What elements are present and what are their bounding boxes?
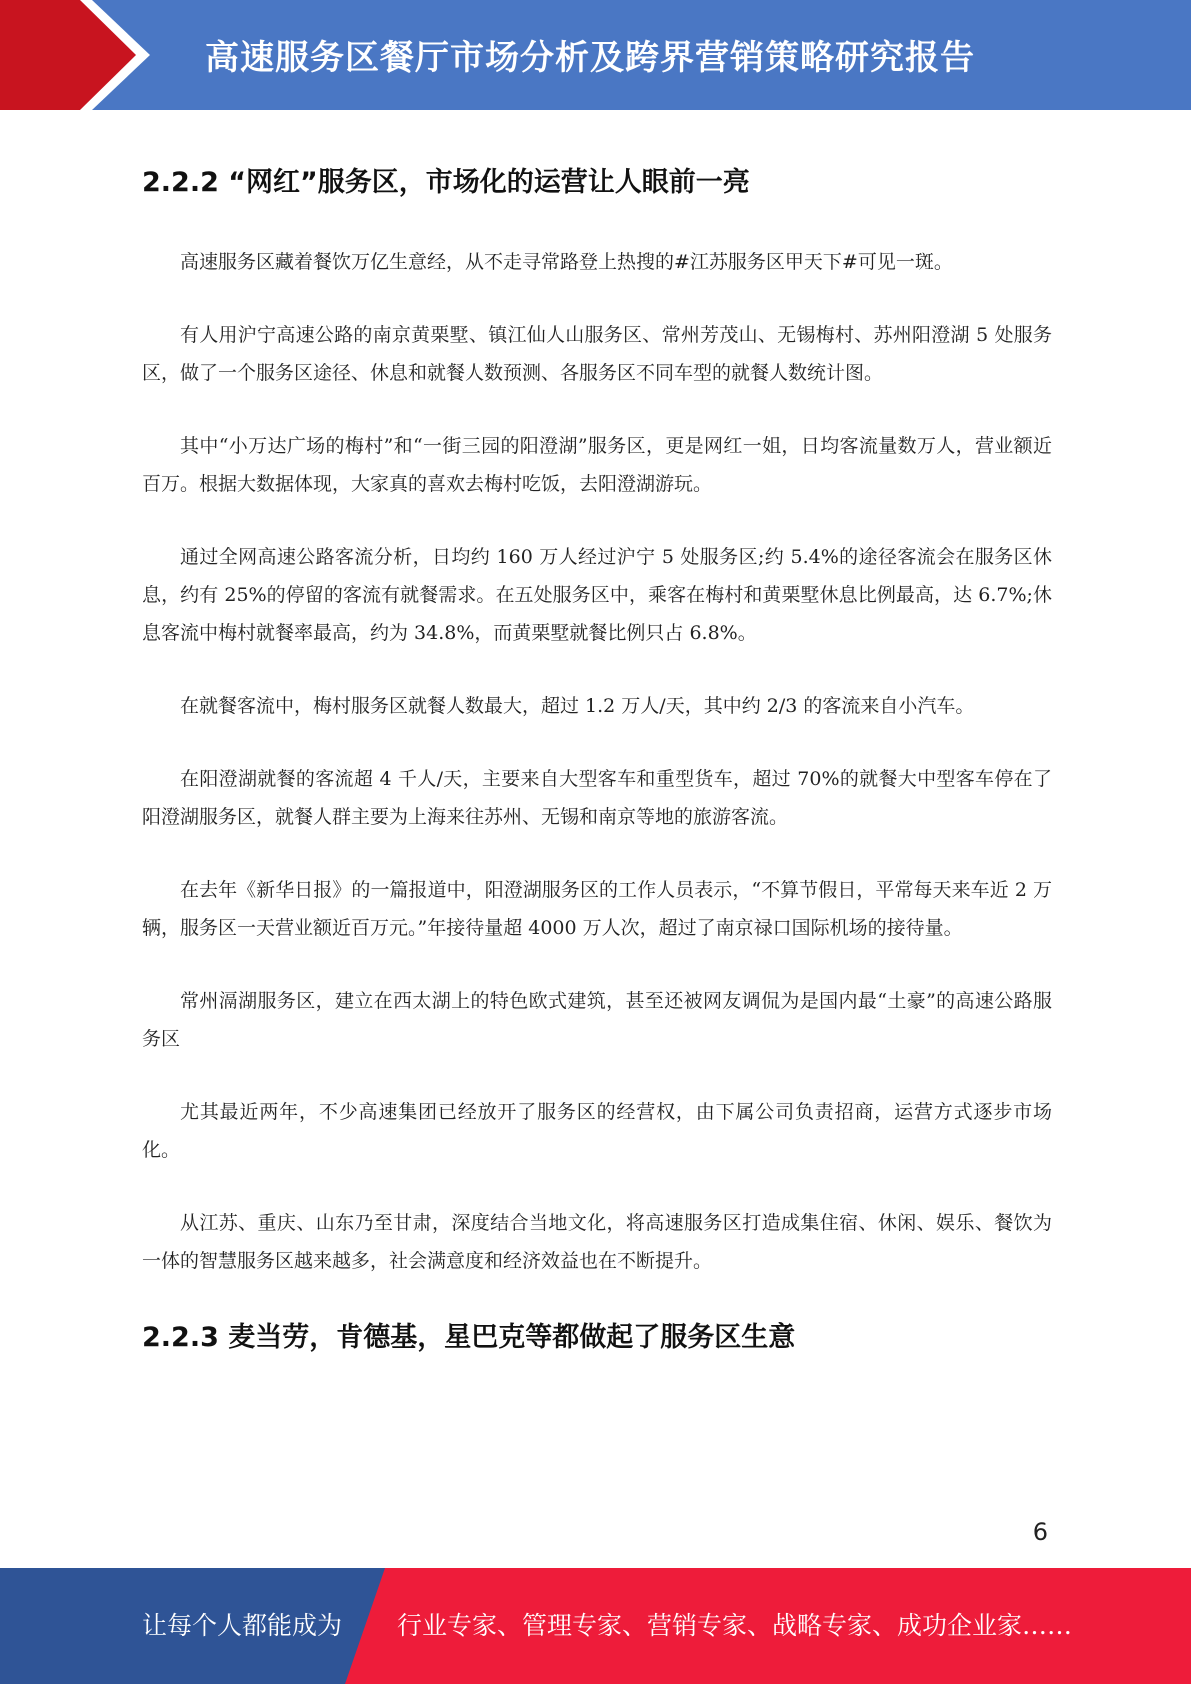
- footer-slogan-left: 让每个人都能成为: [142, 1611, 343, 1640]
- paragraph: 高速服务区藏着餐饮万亿生意经，从不走寻常路登上热搜的#江苏服务区甲天下#可见一斑。: [180, 251, 953, 273]
- paragraph: 通过全网高速公路客流分析，日均约 160 万人经过沪宁 5 处服务区;约 5.4%的途径客流会在服务区休息，约有 25%的停留的客流有就餐需求。在五处服务区中，乘客在梅村和黄栗墅休息比例最高，达 6.7%;休息客流中梅村就餐率最高，约为 34.8%，而黄栗墅就餐比例只占 6.8%。: [142, 546, 1052, 644]
- paragraph: 从江苏、重庆、山东乃至甘肃，深度结合当地文化，将高速服务区打造成集住宿、休闲、娱乐、餐饮为一体的智慧服务区越来越多，社会满意度和经济效益也在不断提升。: [142, 1212, 1052, 1272]
- paragraph: 尤其最近两年，不少高速集团已经放开了服务区的经营权，由下属公司负责招商，运营方式逐步市场化。: [142, 1101, 1052, 1161]
- footer-slogan-right: 行业专家、管理专家、营销专家、战略专家、成功企业家……: [397, 1611, 1073, 1640]
- section-heading-2-2-2: 2.2.2 “网红”服务区，市场化的运营让人眼前一亮: [142, 167, 750, 198]
- page-number: 6: [1032, 1518, 1048, 1546]
- paragraph: 其中“小万达广场的梅村”和“一街三园的阳澄湖”服务区，更是网红一姐，日均客流量数万人，营业额近百万。根据大数据体现，大家真的喜欢去梅村吃饭，去阳澄湖游玩。: [142, 435, 1052, 495]
- paragraph: 常州滆湖服务区，建立在西太湖上的特色欧式建筑，甚至还被网友调侃为是国内最“土豪”的高速公路服务区: [142, 990, 1052, 1050]
- paragraph: 在阳澄湖就餐的客流超 4 千人/天，主要来自大型客车和重型货车，超过 70%的就餐大中型客车停在了阳澄湖服务区，就餐人群主要为上海来往苏州、无锡和南京等地的旅游客流。: [142, 768, 1052, 828]
- main-content: [142, 160, 1052, 1354]
- report-title: 高速服务区餐厅市场分析及跨界营销策略研究报告: [205, 38, 975, 78]
- paragraph: 有人用沪宁高速公路的南京黄栗墅、镇江仙人山服务区、常州芳茂山、无锡梅村、苏州阳澄湖 5 处服务区，做了一个服务区途径、休息和就餐人数预测、各服务区不同车型的就餐人数统计图。: [142, 324, 1052, 384]
- header-banner: [0, 0, 1191, 110]
- paragraph: 在就餐客流中，梅村服务区就餐人数最大，超过 1.2 万人/天，其中约 2/3 的客流来自小汽车。: [180, 695, 975, 717]
- paragraph: 在去年《新华日报》的一篇报道中，阳澄湖服务区的工作人员表示，“不算节假日，平常每天来车近 2 万辆，服务区一天营业额近百万元。”年接待量超 4000 万人次，超过了南京禄口国际机场的接待量。: [142, 879, 1052, 939]
- footer-banner: [0, 1568, 1191, 1684]
- section-heading-2-2-3: 2.2.3 麦当劳，肯德基，星巴克等都做起了服务区生意: [142, 1322, 796, 1353]
